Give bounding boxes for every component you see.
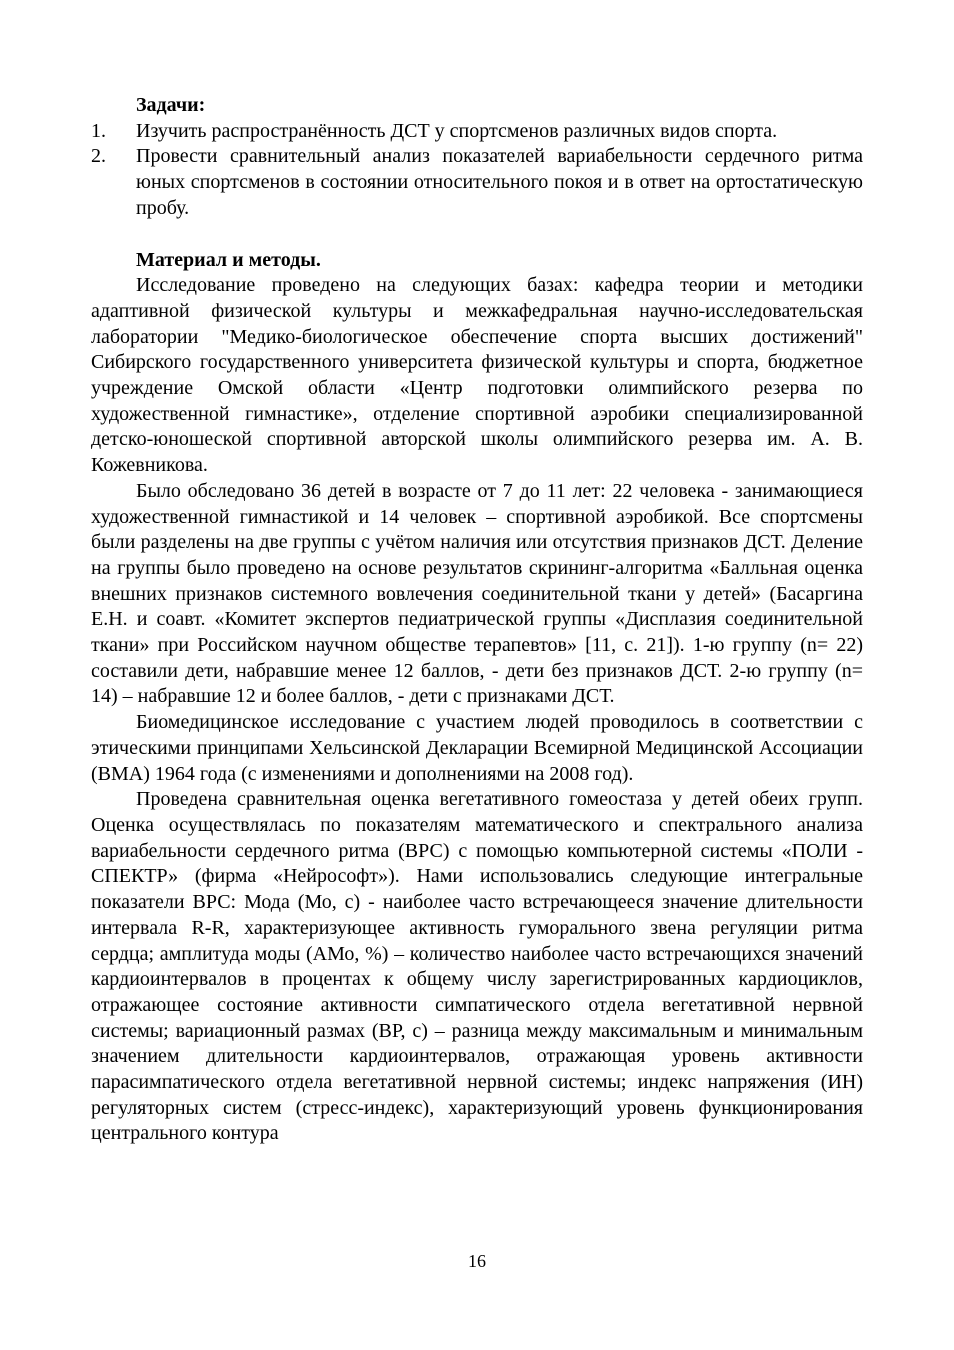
paragraph-subjects: Было обследовано 36 детей в возрасте от 7 до 11 лет: 22 человека - занимающиеся художественной гимнастикой и 14 человек – спортивной аэробикой. Все спортсмены были разделены на две группы с учётом наличия или отсутствия признаков ДСТ. Деление на группы было проведено на основе результатов скрининг-алгоритма «Балльная оценка внешних признаков системного вовлечения соединительной ткани у детей» (Басаргина Е.Н. и соавт. «Комитет экспертов педиатрической группы «Дисплазия соединительной ткани» при Российском научном обществе терапевтов» [11, с. 21]). 1-ю группу (n= 22) составили дети, набравшие менее 12 баллов, - дети без признаков ДСТ. 2-ю группу (n= 14) – набравшие 12 и более баллов, - дети с признаками ДСТ.	[91, 479, 863, 708]
paragraph-bases: Исследование проведено на следующих базах: кафедра теории и методики адаптивной физической культуры и межкафедральная научно-исследовательская лаборатории "Медико-биологическое обеспечение спорта высших достижений" Сибирского государственного университета физической культуры и спорта, бюджетное учреждение Омской области «Центр подготовки олимпийского резерва по художественной гимнастике», отделение спортивной аэробики специализированной детско-юношеской спортивной авторской школы олимпийского резерва им. А. В. Кожевникова.	[91, 274, 863, 477]
list-item-text: Изучить распространённость ДСТ у спортсменов различных видов спорта.	[136, 119, 778, 142]
tasks-list	[91, 119, 863, 222]
list-item-text: Провести сравнительный анализ показателей вариабельности сердечного ритма юных спортсменов в состоянии относительного покоя и в ответ на ортостатическую пробу.	[136, 145, 863, 219]
tasks-heading: Задачи:	[136, 94, 206, 116]
paragraph-ethics: Биомедицинское исследование с участием людей проводилось в соответствии с этическими принципами Хельсинской Декларации Всемирной Медицинской Ассоциации (ВМА) 1964 года (с изменениями и дополнениями на 2008 год).	[91, 711, 863, 785]
page-number: 16	[468, 1251, 486, 1271]
list-item-number: 1.	[91, 119, 106, 142]
paragraph-hrv: Проведена сравнительная оценка вегетативного гомеостаза у детей обеих групп. Оценка осуществлялась по показателям математического и спектрального анализа вариабельности сердечного ритма (ВРС) с помощью компьютерной системы «ПОЛИ - СПЕКТР» (фирма «Нейрософт»). Нами использовались следующие интегральные показатели ВРС: Мода (Мо, с) - наиболее часто встречающееся значение длительности интервала R-R, характеризующее активность гуморального звена регуляции ритма сердца; амплитуда моды (АМо, %) – количество наиболее часто встречающихся значений кардиоинтервалов в процентах к общему числу зарегистрированных кардиоциклов, отражающее состояние активности симпатического отдела вегетативной нервной системы; вариационный размах (ВР, с) – разница между максимальным и минимальным значением длительности кардиоинтервалов, отражающая уровень активности парасимпатического отдела вегетативной нервной системы; индекс напряжения (ИН) регуляторных систем (стресс-индекс), характеризующий уровень функционирования центрального контура	[91, 788, 863, 1145]
list-item-number: 2.	[91, 145, 106, 168]
section-spacer	[91, 222, 863, 248]
methods-heading: Материал и методы.	[136, 248, 321, 271]
page-content	[91, 93, 863, 1147]
list-item	[91, 144, 863, 221]
list-item	[91, 119, 863, 145]
